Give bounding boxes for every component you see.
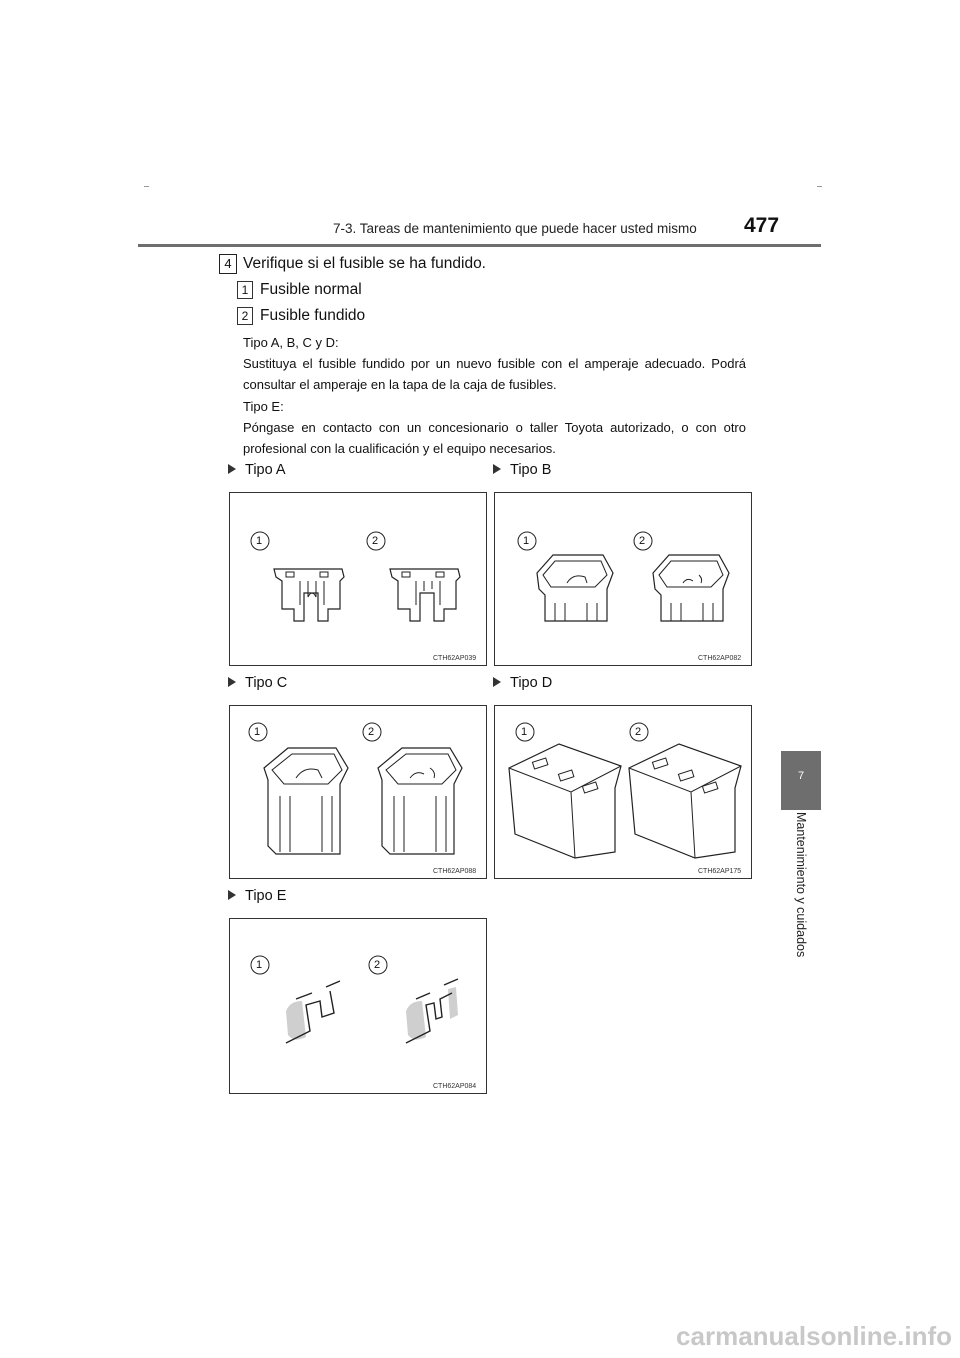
item-number-box: 1 (237, 281, 253, 299)
paragraph-types-abcd (243, 332, 746, 395)
cartridge-fuse-icon (495, 493, 751, 665)
triangle-bullet-icon (228, 464, 236, 474)
callout-1: 1 (254, 726, 261, 738)
figure-code: CTH62AP082 (698, 655, 742, 662)
page-number: 477 (744, 214, 780, 237)
callout-2: 2 (372, 535, 379, 547)
figure-label-b: Tipo B (493, 462, 551, 478)
large-box-fuse-icon (495, 706, 751, 878)
paragraph-heading: Tipo E: (243, 399, 284, 414)
item-number-box: 2 (237, 307, 253, 325)
item-label-blown: Fusible fundido (260, 307, 366, 324)
step-number-box: 4 (219, 254, 237, 274)
figure-panel-type-b (494, 492, 752, 666)
figure-label-e: Tipo E (228, 888, 286, 904)
section-title: 7-3. Tareas de mantenimiento que puede hacer usted mismo (333, 221, 697, 236)
paragraph-type-e (243, 396, 746, 459)
crop-mark (817, 186, 822, 187)
callout-1: 1 (256, 535, 263, 547)
box-fuse-icon (230, 706, 486, 878)
paragraph-heading: Tipo A, B, C y D: (243, 335, 339, 350)
callout-2: 2 (374, 959, 381, 971)
callout-1: 1 (521, 726, 528, 738)
figure-panel-type-c (229, 705, 487, 879)
fusible-link-icon (230, 919, 486, 1093)
blade-fuse-icon (230, 493, 486, 665)
paragraph-body: Póngase en contacto con un concesionario o taller Toyota autorizado, o con otro profesional con la cualificación y el equipo necesarios. (243, 420, 746, 456)
paragraph-body: Sustituya el fusible fundido por un nuevo fusible con el amperaje adecuado. Podrá consultar el amperaje en la tapa de la caja de fusibles. (243, 356, 746, 392)
callout-2: 2 (635, 726, 642, 738)
triangle-bullet-icon (228, 890, 236, 900)
callout-1: 1 (523, 535, 530, 547)
chapter-label: Mantenimiento y cuidados (794, 812, 808, 958)
callout-2: 2 (639, 535, 646, 547)
step-instruction: Verifique si el fusible se ha fundido. (243, 255, 486, 272)
figure-label-d: Tipo D (493, 675, 552, 691)
triangle-bullet-icon (493, 677, 501, 687)
figure-panel-type-d (494, 705, 752, 879)
watermark-logo: carmanualsonline.info (676, 1321, 952, 1351)
figure-code: CTH62AP175 (698, 868, 742, 875)
triangle-bullet-icon (228, 677, 236, 687)
callout-2: 2 (368, 726, 375, 738)
header-rule (138, 244, 821, 247)
figure-label-a: Tipo A (228, 462, 286, 478)
callout-1: 1 (256, 959, 263, 971)
chapter-tab: 7 (781, 751, 821, 810)
triangle-bullet-icon (493, 464, 501, 474)
figure-label-c: Tipo C (228, 675, 287, 691)
figure-panel-type-a (229, 492, 487, 666)
figure-code: CTH62AP088 (433, 868, 477, 875)
figure-panel-type-e (229, 918, 487, 1094)
figure-code: CTH62AP084 (433, 1083, 477, 1090)
crop-mark (144, 186, 149, 187)
figure-code: CTH62AP039 (433, 655, 477, 662)
item-label-normal: Fusible normal (260, 281, 362, 298)
